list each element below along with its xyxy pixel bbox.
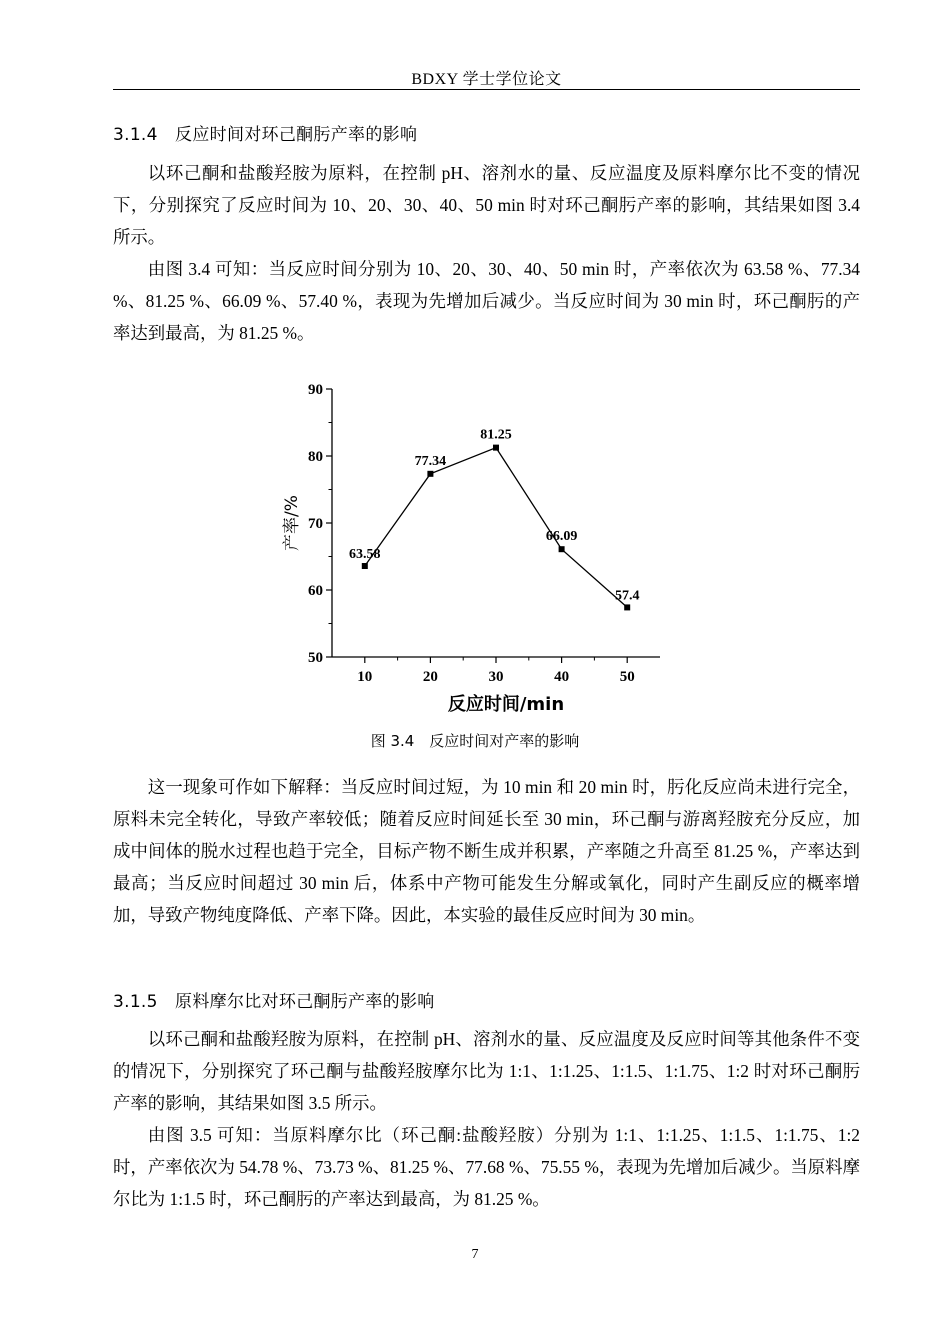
section-heading-3-1-5: 3.1.5 原料摩尔比对环己酮肟产率的影响 — [113, 992, 435, 1012]
x-axis-title: 反应时间/min — [447, 694, 565, 715]
paragraph: 由图 3.4 可知：当反应时间分别为 10、20、30、40、50 min 时，产率依次为 63.58 %、77.34 %、81.25 %、66.09 %、57.40 %，表现为先增加后减少。当反应时间为 30 min 时，环己酮肟的产率达到最高，为 81.25 %。 — [113, 259, 860, 343]
paragraph: 由图 3.5 可知：当原料摩尔比（环己酮:盐酸羟胺）分别为 1:1、1:1.25、1:1.5、1:1.75、1:2 时，产率依次为 54.78 %、73.73 %、81.25 %、77.68 %、75.55 %，表现为先增加后减少。当原料摩尔比为 1:1.5 时，环己酮肟的产率达到最高，为 81.25 %。 — [113, 1125, 860, 1209]
data-point-marker — [559, 546, 565, 552]
y-tick-label: 70 — [308, 516, 323, 532]
paragraph: 这一现象可作如下解释：当反应时间过短，为 10 min 和 20 min 时，肟化反应尚未进行完全，原料未完全转化，导致产率较低；随着反应时间延长至 30 min，环己酮与游离羟胺充分反应，加成中间体的脱水过程也趋于完全，目标产物不断生成并积累，产率随之升高至 81.25 %，产率达到最高；当反应时间超过 30 min 后，体系中产物可能发生分解或氧化，同时产生副反应的概率增加，导致产物纯度降低、产率下降。因此，本实验的最佳反应时间为 30 min。 — [113, 777, 860, 925]
section-heading-3-1-4: 3.1.4 反应时间对环己酮肟产率的影响 — [113, 125, 418, 145]
data-label: 81.25 — [480, 427, 512, 443]
y-tick-label: 50 — [308, 650, 323, 666]
x-tick-label: 30 — [488, 669, 504, 685]
data-point-marker — [493, 445, 499, 451]
data-point-marker — [427, 471, 433, 477]
page-number: 7 — [471, 1247, 479, 1262]
y-tick-label: 80 — [308, 449, 323, 465]
data-label: 57.4 — [614, 588, 640, 604]
plot-area — [282, 382, 660, 715]
figure-caption: 图 3.4 反应时间对产率的影响 — [370, 732, 580, 750]
explanation-body — [113, 771, 860, 931]
yield-vs-time-chart — [262, 372, 682, 717]
data-label: 66.09 — [545, 529, 578, 545]
data-point-marker — [624, 604, 630, 610]
data-label: 63.58 — [349, 547, 381, 563]
x-tick-label: 50 — [619, 669, 635, 685]
x-tick-label: 20 — [422, 669, 438, 685]
y-tick-label: 90 — [308, 382, 323, 398]
data-label: 77.34 — [414, 453, 447, 469]
x-tick-label: 10 — [357, 669, 373, 685]
header-rule — [113, 89, 860, 90]
page-header: BDXY 学士学位论文 — [411, 71, 562, 88]
data-point-marker — [362, 563, 368, 569]
section-3-1-5-body — [113, 1023, 860, 1215]
paragraph: 以环己酮和盐酸羟胺为原料，在控制 pH、溶剂水的量、反应温度及原料摩尔比不变的情况下，分别探究了反应时间为 10、20、30、40、50 min 时对环己酮肟产率的影响，其结果如图 3.4 所示。 — [113, 163, 860, 247]
x-tick-label: 40 — [554, 669, 570, 685]
section-3-1-4-body — [113, 157, 860, 349]
y-axis-title: 产率/% — [282, 495, 302, 551]
paragraph: 以环己酮和盐酸羟胺为原料，在控制 pH、溶剂水的量、反应温度及反应时间等其他条件不变的情况下，分别探究了环己酮与盐酸羟胺摩尔比为 1:1、1:1.25、1:1.5、1:1.75、1:2 时对环己酮肟产率的影响，其结果如图 3.5 所示。 — [113, 1029, 860, 1113]
y-tick-label: 60 — [308, 583, 323, 599]
series-line — [365, 448, 627, 608]
